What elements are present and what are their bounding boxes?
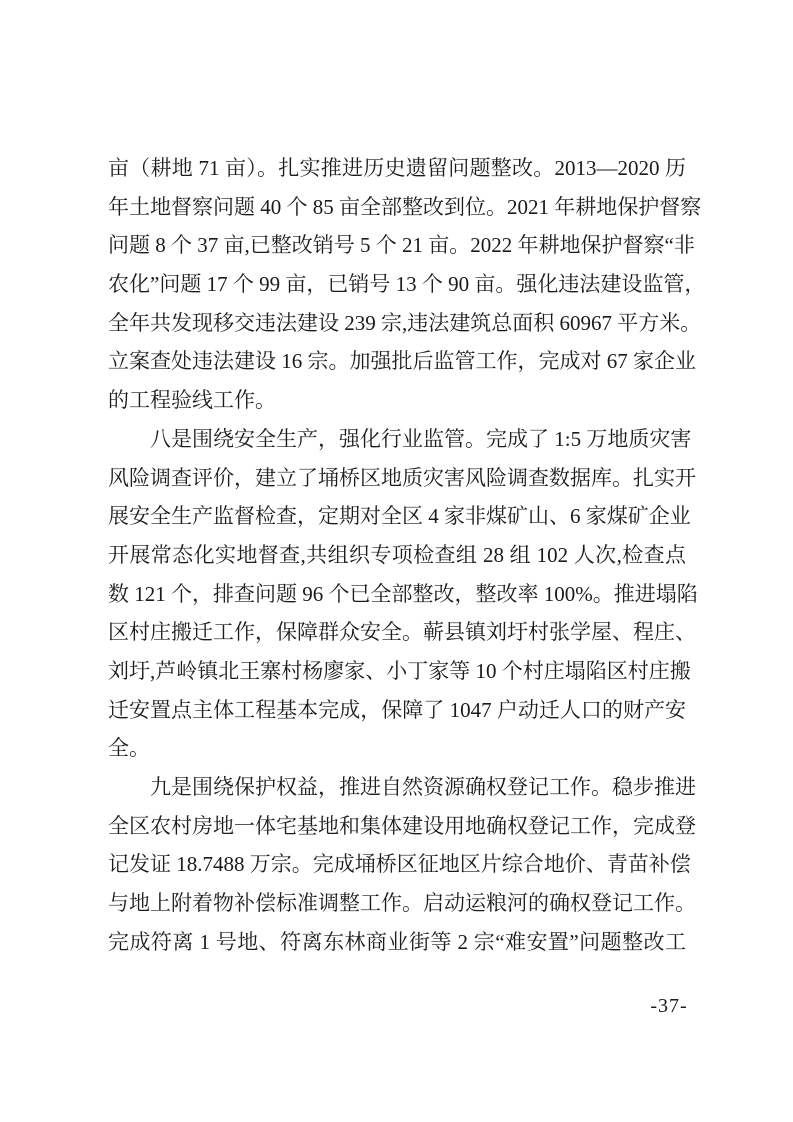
text-line: 亩（耕地 71 亩）。扎实推进历史遗留问题整改。2013—2020 历 xyxy=(108,156,686,180)
text-line: 风险调查评价，建立了埇桥区地质灾害风险调查数据库。扎实开 xyxy=(108,465,696,490)
text-line: 年土地督察问题 40 个 85 亩全部整改到位。2021 年耕地保护督察 xyxy=(108,194,702,219)
text-line: 八是围绕安全生产，强化行业监管。完成了 1:5 万地质灾害 xyxy=(150,426,692,451)
text-line: 全。 xyxy=(108,736,150,761)
text-line: 农化”问题 17 个 99 亩，已销号 13 个 90 亩。强化违法建设监管， xyxy=(108,272,706,297)
page-number: -37- xyxy=(650,995,688,1017)
text-line: 问题 8 个 37 亩,已整改销号 5 个 21 亩。2022 年耕地保护督察“非 xyxy=(108,233,695,258)
text-line: 完成符离 1 号地、符离东林商业街等 2 宗“难安置”问题整改工 xyxy=(108,929,686,954)
text-line: 全区农村房地一体宅基地和集体建设用地确权登记工作，完成登 xyxy=(108,813,696,838)
text-line: 九是围绕保护权益，推进自然资源确权登记工作。稳步推进 xyxy=(150,775,696,799)
text-line: 区村庄搬迁工作，保障群众安全。蕲县镇刘圩村张学屋、程庄、 xyxy=(108,620,696,645)
document-body xyxy=(108,149,706,961)
text-line: 全年共发现移交违法建设 239 宗,违法建筑总面积 60967 平方米。 xyxy=(108,310,702,335)
text-line: 迁安置点主体工程基本完成，保障了 1047 户动迁人口的财产安 xyxy=(108,697,686,722)
text-line: 与地上附着物补偿标准调整工作。启动运粮河的确权登记工作。 xyxy=(108,891,696,916)
text-line: 记发证 18.7488 万宗。完成埇桥区征地区片综合地价、青苗补偿 xyxy=(108,852,691,877)
text-line: 开展常态化实地督查,共组织专项检查组 28 组 102 人次,检查点 xyxy=(108,542,686,567)
text-line: 立案查处违法建设 16 宗。加强批后监管工作，完成对 67 家企业 xyxy=(108,349,696,374)
text-line: 数 121 个，排查问题 96 个已全部整改，整改率 100%。推进塌陷 xyxy=(108,581,698,606)
text-line: 展安全生产监督检查，定期对全区 4 家非煤矿山、6 家煤矿企业 xyxy=(108,504,691,529)
text-line: 的工程验线工作。 xyxy=(108,388,276,413)
text-line: 刘圩,芦岭镇北王寨村杨廖家、小丁家等 10 个村庄塌陷区村庄搬 xyxy=(108,658,691,683)
